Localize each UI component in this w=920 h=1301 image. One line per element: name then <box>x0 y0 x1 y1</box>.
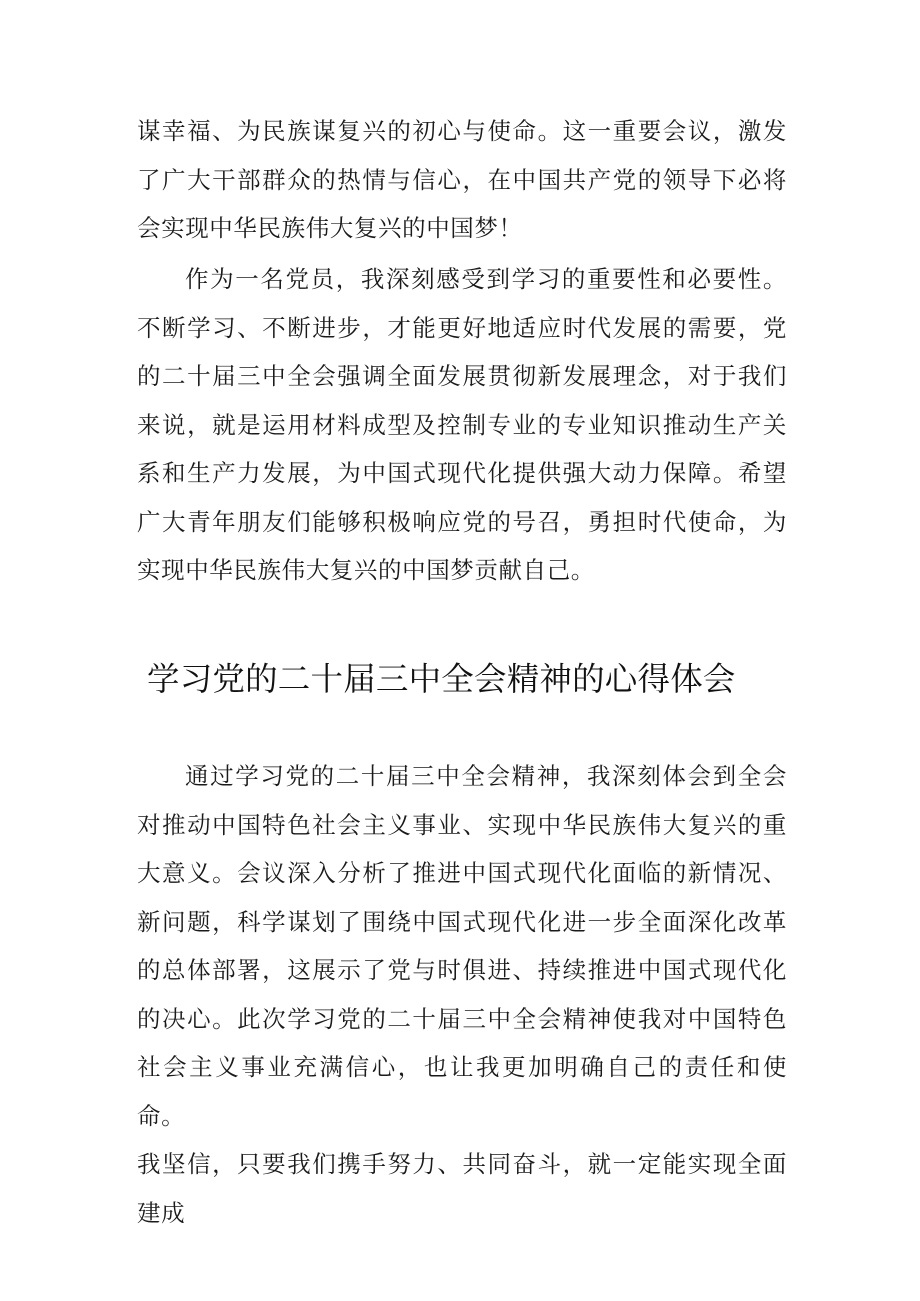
paragraph-study-insights: 通过学习党的二十届三中全会精神，我深刻体会到全会对推动中国特色社会主义事业、实现中华民族伟大复兴的重大意义。会议深入分析了推进中国式现代化面临的新情况、新问题，科学谋划了围绕中国式现代化进一步全面深化改革的总体部署，这展示了党与时俱进、持续推进中国式现代化的决心。此次学习党的二十届三中全会精神使我对中国特色社会主义事业充满信心，也让我更加明确自己的责任和使命。 <box>137 762 787 1130</box>
section-heading: 学习党的二十届三中全会精神的心得体会 <box>147 660 736 698</box>
paragraph-belief: 我坚信，只要我们携手努力、共同奋斗，就一定能实现全面建成 <box>137 1150 787 1227</box>
paragraph-party-member-reflection: 作为一名党员，我深刻感受到学习的重要性和必要性。不断学习、不断进步，才能更好地适应时代发展的需要，党的二十届三中全会强调全面发展贯彻新发展理念，对于我们来说，就是运用材料成型及控制专业的专业知识推动生产关系和生产力发展，为中国式现代化提供强大动力保障。希望广大青年朋友们能够积极响应党的号召，勇担时代使命，为实现中华民族伟大复兴的中国梦贡献自己。 <box>137 265 787 584</box>
paragraph-continuation: 谋幸福、为民族谋复兴的初心与使命。这一重要会议，激发了广大干部群众的热情与信心，在中国共产党的领导下必将会实现中华民族伟大复兴的中国梦！ <box>137 117 787 242</box>
